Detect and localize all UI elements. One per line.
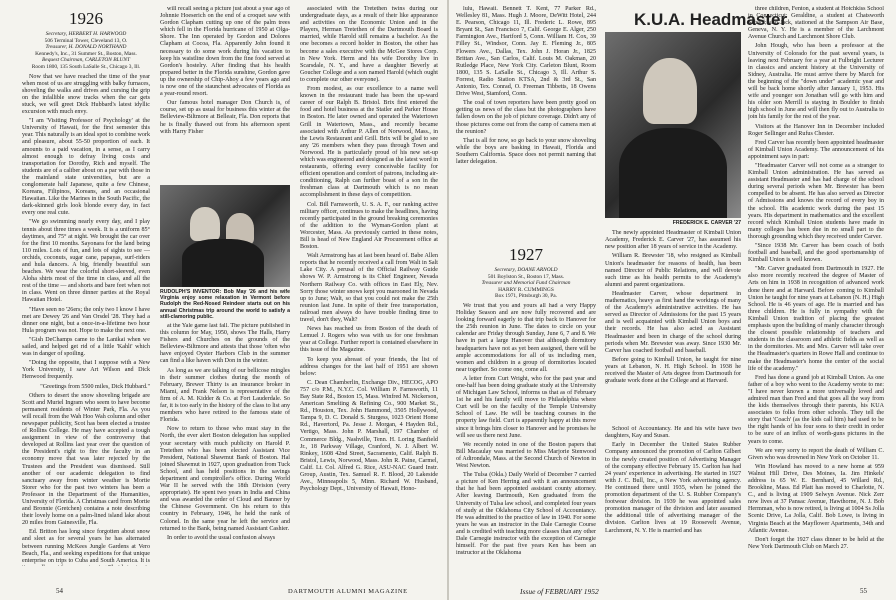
paragraph: associated with the Tretethen twins during our undergraduate days, as a result of their like appearance and activities on the Economic Union and in the Players, Herman Tretethen of the Dartmouth Board is married, while Harold still remains a bachelor. As the one becomes a record holder in Boston, the other has become a sales executive with the McGee Stores Corp. in New York. Herm and his wife Dorothy live in Scarsdale, N. Y., and have a daughter Beverly at Goucher College and a son named Harold (which ought to complete our other everyone). [300, 6, 438, 83]
bequest-line: Bequest Chairman, CARLETON BLUNT [42, 57, 130, 64]
column-4-top [456, 6, 596, 216]
paragraph: "We go swimming nearly every day, and I play tennis about three times a week. It is a uniform 85° daytimes, and 75° at night. We brought the car over for the first 10 months. Sayonara for the land being 110 miles. Lots of fun, and lots of sights to see — orchids, coconuts, sugar cane, papayas, surf-riders and hula dancers. A big, friendly beautiful sun beaches. We wear the colorful short-sleeved, even Aloha shirts most of the time in class, and all the rest of the time — and shorts and bare feet when not in class. Went on three dinner parties at the Royal Hawaiian Hotel. [22, 219, 150, 304]
paragraph: The newly appointed Headmaster of Kimball Union Academy, Frederick E. Carver '27, has assumed his new position after 18 years of service in the Academy. [605, 230, 741, 251]
paragraph: "Mr. Carver graduated from Dartmouth in 1927. He also more recently received the degree of Master of Arts on him in 1938 in recognition of advanced work done there and at Harvard. Before coming to Kimball Union he taught for nine years at Lebanon (N. H.) High School. He is 46 years of age. He is married and has three children. He is fully in sympathy with the Kimball Union tradition of placing the greatest emphasis upon the building of manly character through the closest possible relationship of teachers and students in the classroom and athletic fields as well as in the dormitories. Mr. and Mrs. Carver will take over the Headmaster's quarters in Rowe Hall and continue to make the Headmaster's home the center of the social life of the academy." [748, 266, 884, 372]
class-officers-1926 [22, 31, 150, 71]
page-gutter [447, 0, 449, 600]
photo-figure [619, 128, 727, 218]
paragraph: Fred has done a grand job at Kimball Union. As one father of a boy who went to the Academy wrote to me: "I have never known a more universally loved and admired man than Fred and that goes all the way from the kids themselves through their parents, his KUA associates to folks from other schools. They tell the story that 'Coach' (as the kids call him) had used to be the right hands of his four sons to their credit in order to be sure of an influx of worth-guns pictures in the years to come. [748, 374, 884, 445]
bequest-address: Room 1800, 135 South LaSalle St., Chicago 3, Ill. [31, 63, 141, 70]
paragraph: Fred Carver has recently been appointed headmaster of Kimball Union Academy. The announcement of his appointment says in part: [748, 139, 884, 160]
treasurer-line: Treasurer, H. DONALD NORTHAND [45, 44, 127, 51]
page-number-left: 54 [56, 587, 63, 595]
paragraph: We recently noted in one of the Boston papers that Bill Macaulay was married to Miss Marjorie Stenwood of Adirondale, Mass. at the Second Church of Newton in West Newton. [456, 441, 596, 470]
column-2-top [160, 6, 290, 182]
secretary-line: Secretary, DOANE ARNOLD [494, 267, 558, 273]
paragraph: Early in December the United States Rubber Company announced the promotion of Carlton Gilbert to the newly created position of Advertising Manager of the company effective February 15. Carlton has had 24 years' experience in advertising. He started in 1927 with J. C. Bull, Inc., a New York advertising agency. He continued there until 1935, when he joined the promotion department of the U. S. Rubber Company's footwear division. In 1939 he was appointed sales promotion manager of the division and later assumed the additional title of advertising manager of the division. Carlton lives at 19 Roosevelt Avenue, Larchmont, N. Y. He is married and has [605, 442, 741, 534]
paragraph: John Hough, who has been a professor at the University of Colorado for the past several years, is leaving next February for a year at Fulbright Lecturer in classics and ancient history at the University of Sidney, Australia. He must arrive there by March for the beginning of the "down under" academic year and will be back home shortly after January 1, 1953. His wife and younger son Jonathan will go with him and his older son Merrill is staying in Boulder to finish high school in June and will then fly out to Australia to join his family for the rest of the year. [748, 43, 884, 121]
photo-figure [182, 239, 264, 287]
column-5-middle [605, 230, 741, 418]
paragraph: lulu, Hawaii. Bennett T. Kent, 77 Parker Rd., Wellesley 81, Mass. Hugh J. Moore, DeWitt Hotel, 244 E. Pearson, Chicago 11, Ill. Frederic L. Rowe, 895 Bryant St., San Francisco 7, Calif. George E. Alger, 250 Farmington Ave., Hartford 5, Conn. William H. Cox, 39 Filley St., Windsor, Conn. Jay E. Fleming Jr., 805 Flowers Ave., Dallas, Tex. John J. Horan Jr., 1825 Brittan Ave., San Carlos, Calif. Louis M. Oakman, 20 Rutledge Place, New York City. Carleton Blunt, Room 1800, 135 S. LaSalle St., Chicago 3, Ill. Arthur S. Forrest, Radio Station KTSA, 2nd & 3rd St., San Antonio, Tex. Conrad, O. Freeman Tibbetts, 18 Owens Drive West, Stamford, Conn. [456, 6, 596, 98]
paragraph: As long as we are talking of our bellicose mingles in their summer clothes during the month of February, Brewer Thirty is an insurance broker in Miami, and Frank Nelson is representative of the firm of A. M. Kidder & Co. at Fort Lauderdale. So far, it is too early in the history of the class to list any members who have retired to the famous state of Florida. [160, 367, 290, 424]
right-column-1 [456, 6, 596, 566]
paragraph: three children, Fenton, a student at Hotchkiss School in Connecticut; Geraldine, a student at Chatsworth School; and Jack, stationed at the Sampson Air Base, Geneva, N. Y. He is a member of the Larchmont Avenue Church and Larchmont Shore Club. [748, 6, 884, 41]
secretary-line: Secretary, HERBERT H. HARWOOD [45, 31, 127, 37]
paragraph: From modest, as our excellence to a name well known in the restaurant trade has been the up-ward career of our Ralph B. Bristol. Brix first entered the food and hotel business at the Statler and Parker House in Boston. He later owned and operated the Watertown Grill in Watertown, Mass., and recently became associated with Arthur P. Allen of Norwood, Mass., in the Lewis Restaurant and Grill. Brix will be glad to see any '26 members when they pass through Town and Norwood. He is particularly proud of his new set-up which was engineered and designed as the latest word in restaurants, offering every conceivable facility for efficient operation and comfort of patrons, including air-conditioning, Ralph can further boast of a son in the freshman class at Dartmouth which is no mean accomplishment in these days of competition. [300, 86, 438, 199]
paragraph: The coal of town reporters have been pretty good on getting us news of the class but the photographers have fallen down on the job of picture coverage. Didn't any of those pictures come out from the camp of camera men at the reunion? [456, 100, 596, 135]
column-5-bottom [605, 426, 741, 556]
photo-caption: RUDOLPH'S INVENTOR: Bob May '26 and his wife Virginia enjoy some relaxation in Vermont before Rudolph the Red-Nosed Reindeer starts out on his annual Christmas trip around the world to satisfy a still-clamoring public. [160, 289, 290, 320]
photo-bob-may [160, 185, 290, 287]
class-officers-1927 [456, 267, 596, 300]
paragraph: Our famous hotel manager Don Church is, of course, set up as usual for business this winter at the Belleview-Biltmore at Belleair, Fla. Don reports that he is finally thawed out from his afternoon spent with Harry Fisher [160, 100, 290, 135]
left-column-1 [22, 6, 150, 566]
paragraph: Ed. Britton has long since forgotten about snow and sleet as for several years he has alternated between running McKees Jungle Gardens at Vero Beach, Fla., and seeking expeditions for that unique enterprise on trips to Cuba and South America. It is [22, 529, 150, 564]
paragraph: "I am 'Visiting Professor of Psychology' at the University of Hawaii, for the first semester this year. This naturally is an ideal spot to combine work and pleasure, about 55-50 proportion of each. It amounts to a paid vacation, in a sense, as I carry almost enough to defray living costs and transportation for Dorothy, Rich and myself. The students are of a caliber about on a par with those in the mainland state universities, but are a conglomerate half Japanese, quite a few Chinese, Koreans, Filipinos, Koreans, and an occasional Hawaiian. Like the Marines in the South Pacific, the dark-skinned girls look blonde every day, in fact every one real cute. [22, 118, 150, 217]
paragraph: Col. Bill Farnsworth, U. S. A. F., our ranking active military officer, continues to make the headlines, having recently participated in the ground breaking ceremonies of the addition to the Wyman-Gordon plant at Worcester, Mass. As previously carried in these notes, Bill is head of New England Air Procurement office at Boston. [300, 201, 438, 251]
photo-caption: FREDERICK E. CARVER '27 [672, 220, 741, 226]
right-column-2 [605, 6, 741, 566]
paragraph: To keep you abreast of your friends, the list of address changes for the last half of 1951 are shown below: [300, 356, 438, 377]
paragraph: School of Accountancy. He and his wife have two daughters, Kay and Susan. [605, 426, 741, 440]
paragraph: will recall seeing a picture just about a year ago of Johnnie Hoeserich on the end of a croquet saw with Gordon Clapham cutting up one of the palm trees which fell in the Florida hurricane of 1950 at Olga-Shore. The Inn operated by Gordon and Dolores Clapham at Cocoa, Fla. Apparently John found it necessary to do some work during his vacation to keep his waistline down from the fine food served at Gordon's hostelry. After finding that his health prepared better in the Florida sunshine, Gordon gave up the ownership of Chip-Ahoy a few years ago and is now one of the staunchest advocates of Florida as a year-round resort. [160, 6, 290, 98]
paragraph: "Headmaster Carver will not come as a stranger to Kimball Union administration. He has served as assistant Headmaster and has had charge of the school during several periods when Mr. Brewster has been compelled to be absent. He has also served as Director of Admissions and knows the record of every boy in the school. His academic work during the past 15 years. His department in mathematics and the excellent record which Kimball Union students have made in many colleges has been due in no small part to the thorough grounding which they received under Carver. [748, 162, 884, 240]
page-number-right: 55 [860, 587, 867, 595]
paragraph: "Have seen no '26ers; the only two I know I have met are Dewey '26 and Van Orsdel '28. They had a dinner one night, but a once-in-a-lifetime two hour Hula program was not. Hope to make the next one. [22, 306, 150, 334]
paragraph: The Tulsa (Okla.) Daily World of December 7 carried a picture of Ken Herring and with it an announcement that he had been appointed assistant county attorney. After leaving Dartmouth, Ken graduated from the University of Tulsa law school, and completed four years of study at the Oklahoma City School of Accountancy. He was admitted to the practice of law in 1940. For some years he was an instructor in the Dale Carnegie Course and is credited with teaching more classes than any other Dale Carnegie instructor with the exception of Carnegie himself. For the past five years Ken has been an instructor at the Oklahoma [456, 472, 596, 557]
paragraph: William R. Brewster '18, who resigned as Kimball Union's headmaster for reasons of health, has been named Director of Public Relations, and will devote such time as his health permits to the Academy's alumni and parent organizations. [605, 253, 741, 288]
column-4-bottom [456, 303, 596, 559]
paragraph: Win Howland has moved to a new home at 959 Walnut Hill Drive, Des Moines, Ia. Jim Hinkels' address is 65 W. E. Bernhard, 45 Willard Rd., Brookline, Mass. Ed Platt has moved to Charlotte, N. C., and is living at 1909 Selwyn Avenue. Nick Zerr now lives at 37 Pansac Avenue, Hawthorne, N. J. Bob Hermman, who is now retired, is living at 1004 Ss Jolla Scenic Drive, La Jolla, Calif. Bob Lowe, is living in Virginia Beach at the Mayflower Apartments, 34th and Atlantic Avenue. [748, 463, 884, 534]
paragraph: Before going to Kimball Union, he taught for nine years at Lebanon, N. H. High School. In 1938 he received the Master of Arts degree from Dartmouth for graduate work done at the College and at Harvard. [605, 356, 741, 385]
right-column-3 [748, 6, 884, 566]
treasurer-address: Box 1971, Pittsburgh 30, Pa. [494, 293, 558, 300]
paragraph: Now that we have reached the time of the year when most of us are struggling with balky furnaces, shoveling the walks and drives and cursing the grip on the infallible snow tracks when the car gets stuck, we will greet Dick Hubbard's latest idyllic excursion with much envy. [22, 73, 150, 116]
paragraph: Walt Armstrong has at last been heard of. Babe Allen reports that he recently received a call from Walt in Salt Lake City. A perusal of the Official Railway Guide shows W. P. Armstrong is its Chief Engineer, Nevada Northern Railway Co. with offices in East Ely, Nev. Sorry those winter snows kept you marooned in Nevada up to June; Walt, so that you could not make the 25th reunion last June. In spite of their free transportation, railroad men always do have trouble finding time to travel, don't they, Walt? [300, 253, 438, 324]
paragraph: Headmaster Carver, whose department in mathematics, heavy as first hand the workings of many of the Academy's administrative activities. He has served as Director of Admissions for the past 15 years and is well acquainted with Kimball Union boys and their records. He has also acted as Assistant Headmaster and been in charge of the school during periods when Mr. Brewster was away. Since 1930 Mr. Carver has coached football and baseball. [605, 290, 741, 354]
left-column-2 [160, 6, 290, 566]
paragraph: at the Yale game last fall. The picture published in this column for May, 1950, shows The Halls, Harry Fishers and Churches on the grounds of the Belleview-Biltmore and attests that those 'often who have enjoyed Oyster Harbors Club in the summer can find a like haven with Don in the winter. [160, 323, 290, 365]
article-headline: K.U.A. Headmaster [634, 10, 788, 29]
treasurer-line: Treasurer and Memorial Fund Chairman [481, 280, 571, 287]
paragraph: In order to avoid the usual confusion always [167, 534, 276, 541]
paragraph: A letter from Curt Wright, who for the past year and one-half has been doing graduate study at the University of Michigan Law School, informs us that as of February 1st he and his family will move to Philadelphia where Curt will be on the faculty of the Temple University School of Law. He will be teaching courses in the property law field. Curt is apparently happy at this move since it brings him closer to Hanover and he promises he will see us there next June. [456, 375, 596, 439]
photo-figure [190, 207, 220, 241]
paragraph: C. Dean Chamberlin, Exchange Div., HECOG, APO 757 c/o P.M., N.Y.C. Col. William P. Farnsworth, 11 Bay State Rd., Boston 15, Mass. Winfred M. Nickerson, American Smelting & Refining Co., 900 Market St., Rd., Houston, Tex. John Hammond, 3505 Hollywood, Tampa 9, D. C. Donald S. Sturgess, 1023 Orient Home Rd., Havertord, Pa. Jesse J. Morgan, 4 Hayden Rd., Vertigo, Mass. John P. Marshall, 197 Chamber of Commerce Bldg., Nashville, Tenn. H. Loring Banfield Jr., 18 Parkway Village, Cranford, N. J. Albert W. Rinkey, 1608 42nd Street, Sacramento, Calif. Ralph B. Bristol, Lewis, Norwood, Mass. John R. Paine, Carmel, Calif. Lt. Col. Alfred G. Rice, ASU-NAC Guard Instr. Group, Austin, Tex. Samuel R. F. Blood, 20 Lakeside Ave., Minneapolis 5, Minn. Richard W. Husband, Psychology Dept., University of Hawaii, Hono- [300, 379, 438, 493]
paragraph: "Doing the opposite, that I suppose with a New York University, I saw Art Wilson and Dick Henwood frequently. [22, 360, 150, 381]
paragraph: We trust that you and yours all had a very Happy Holiday Season and are now fully recovered and are looking forward eagerly to that trip back to Hanover for the 25th reunion in June. The dates to circle on your calendar are Friday through Sunday, June 6, 7 and 8. We have in part a large Hanover that although dormitory headquarters have not as yet been assigned, there will be ample accommodations for all of us including men, women and children in a group of dormitories located near together. So come one, come all. [456, 302, 596, 373]
paragraph: That is all for now, so go back to your snow shoveling while the boys are basking in Hawaii, Florida and Southern California. Space does not permit naming that latter delegation. [456, 137, 596, 165]
paragraph: Others to desert the snow shoveling brigade are Scott and Muriel Ingram who seem to have become permanent residents of Winter Park, Fla. As you will recall from the Wah Hoo Wah column and other newspaper publicity, Scot has been elected a trustee of Rollins College. He may have accepted a tough assignment in view of the controversy that developed at Rollins last year over the question of the President's right to fire the faculty in an economy move that was later rejected by the Trustees and the President was dismissed. Still another of our academic delegation to find sanctuary away from winter weather is Mortie Storer who for the past two winters has been a Professor in the Department of the Humanities, University of Florida. A Christmas card from Mortie and Bronnie (Gretchen) contains a note describing their lovely home on a palm-lined island lake about 20 miles from Gainesville, Fla. [22, 392, 150, 527]
photo-figure [643, 58, 697, 124]
paragraph: "Since 1938 Mr. Carver has been coach of both football and baseball, and the good sportsmanship of Kimball Union is well known. [748, 243, 884, 264]
photo-frederick-carver [605, 32, 741, 218]
class-year-1926: 1926 [69, 9, 103, 28]
paragraph: We are very sorry to report the death of William C. Given who was drowned in New York on October 11. [748, 447, 884, 461]
paragraph: Visitors at the Hanover Inn in December included Roger Sellinger and Rufus Chester. [748, 123, 884, 137]
paragraph: "Gish DeChamps came to the Lanikai when we sailed, and helped get rid of a little 'Kahli' which was in danger of spoiling. [22, 336, 150, 358]
treasurer-name: HARRY R. CUMMINGS [498, 286, 554, 293]
secretary-address: 506 Terminal Tower, Cleveland 13, O. [44, 37, 128, 44]
treasurer-address: Kennedy's, Inc., 31 Summer St., Boston, Mass. [35, 50, 137, 57]
paragraph: Don't forget the 1927 class dinner to be held at the New York Dartmouth Club on March 27. [748, 536, 884, 550]
magazine-name: DARTMOUTH ALUMNI MAGAZINE [288, 588, 408, 595]
paragraph: Now to return to those who must stay in the North, the ever alert Boston delegation has supplied your secretary with much publicity on Harold P. Tretethen who has been elected Assistant Vice President, National Shawmut Bank of Boston. Hal joined Shawmut in 1927, upon graduation from Tuck School, and has held positions in the savings department and comptroller's office. During World War II he served with the 18th Division (very appropriate). He spent two years in India and China and was awarded the order of Cloud and Banner by the Chinese Government. On his return to this country in February, 1946, he held the rank of Colonel. In the same year he left the service and returned to the Bank, being named Assistant Cashier. [160, 426, 290, 532]
secretary-address: 501 Boylston St., Boston 17, Mass. [487, 273, 565, 280]
left-column-3 [300, 6, 438, 566]
paragraph: "Greetings from 5500 miles, Dick Hubbard." [40, 383, 150, 390]
column-2-bottom [160, 323, 290, 563]
paragraph: News has reached us from Boston of the death of Lemuel J. Rogers who was with us for one freshman year at College. Further report is contained elsewhere in this issue of the Magazine. [300, 326, 438, 354]
issue-date: Issue of FEBRUARY 1952 [520, 587, 599, 596]
class-year-1927: 1927 [509, 245, 543, 264]
